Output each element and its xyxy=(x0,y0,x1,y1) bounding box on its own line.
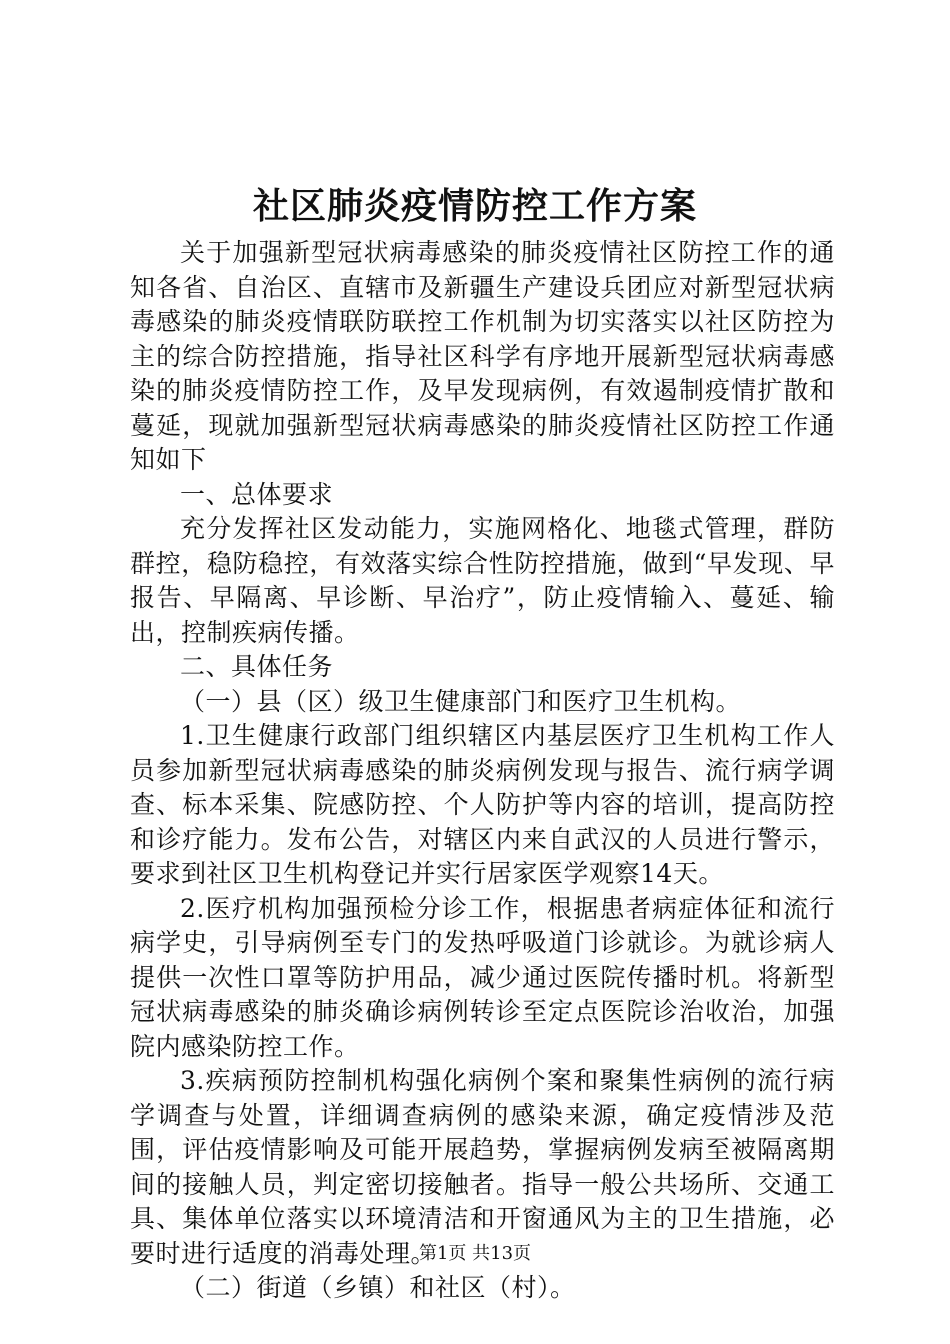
paragraph-general-requirements: 充分发挥社区发动能力，实施网格化、地毯式管理，群防群控，稳防稳控，有效落实综合性防控措施，做到“早发现、早报告、早隔离、早诊断、早治疗”，防止疫情输入、蔓延、输出，控制疾病传播。 xyxy=(130,514,835,647)
paragraph-intro: 关于加强新型冠状病毒感染的肺炎疫情社区防控工作的通知各省、自治区、直辖市及新疆生产建设兵团应对新型冠状病毒感染的肺炎疫情联防联控工作机制为切实落实以社区防控为主的综合防控措施，指导社区科学有序地开展新型冠状病毒感染的肺炎疫情防控工作，及早发现病例，有效遏制疫情扩散和蔓延，现就加强新型冠状病毒感染的肺炎疫情社区防控工作通知如下 xyxy=(130,238,835,474)
subsection-heading-community: （二）街道（乡镇）和社区（村）。 xyxy=(180,1273,576,1302)
document-title: 社区肺炎疫情防控工作方案 xyxy=(252,185,697,227)
section-heading-general: 一、总体要求 xyxy=(180,479,334,509)
page-number: 第1页 共13页 xyxy=(418,1243,532,1264)
paragraph-task-1: 1.卫生健康行政部门组织辖区内基层医疗卫生机构工作人员参加新型冠状病毒感染的肺炎病例发现与报告、流行病学调查、标本采集、院感防控、个人防护等内容的培训，提高防控和诊疗能力。发布公告，对辖区内来自武汉的人员进行警示，要求到社区卫生机构登记并实行居家医学观察14天。 xyxy=(130,721,835,888)
section-heading-tasks: 二、具体任务 xyxy=(180,652,334,681)
document-body xyxy=(130,236,835,1306)
paragraph-task-3: 3.疾病预防控制机构强化病例个案和聚集性病例的流行病学调查与处置，详细调查病例的感染来源，确定疫情涉及范围，评估疫情影响及可能开展趋势，掌握病例发病至被隔离期间的接触人员，判定密切接触者。指导一般公共场所、交通工具、集体单位落实以环境清洁和开窗通风为主的卫生措施，必要时进行适度的消毒处理。 xyxy=(130,1066,835,1268)
subsection-heading-county: （一）县（区）级卫生健康部门和医疗卫生机构。 xyxy=(180,686,742,716)
paragraph-task-2: 2.医疗机构加强预检分诊工作，根据患者病症体征和流行病学史，引导病例至专门的发热呼吸道门诊就诊。为就诊病人提供一次性口罩等防护用品，减少通过医院传播时机。将新型冠状病毒感染的肺炎确诊病例转诊至定点医院诊治收治，加强院内感染防控工作。 xyxy=(130,893,835,1061)
